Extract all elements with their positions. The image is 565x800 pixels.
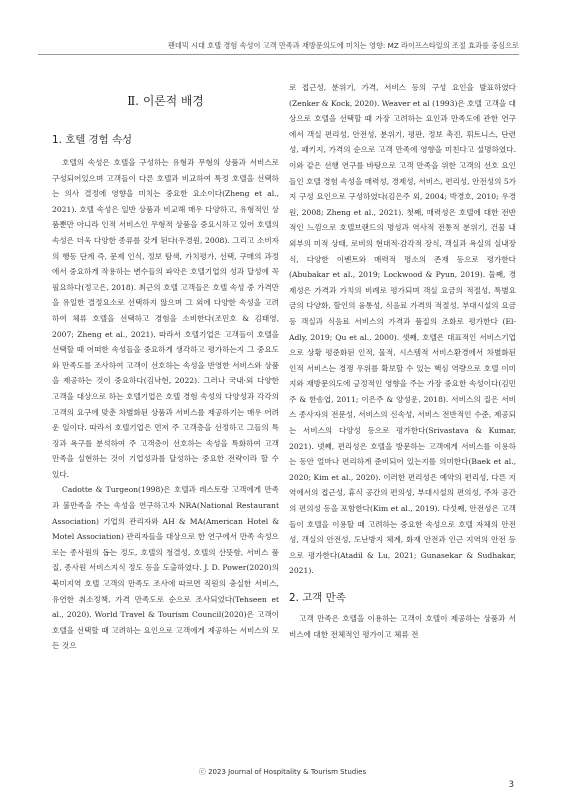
subsection-heading-1 <box>52 132 279 148</box>
body-paragraph: Cadotte & Turgeon(1998)은 호텔과 레스토랑 고객에게 만족과 불만족을 주는 속성을 연구하고자 NRA(National Restaurant Association) 기업의 관리자와 AH & MA(American Hotel & Motel Association) 관리자들을 대상으로 한 연구에서 만족 속성으로는 종사원의 돕는 정도, 호텔의 청결성, 호텔의 산뜻함, 서비스 품질, 종사원 서비스지식 정도 등을 도출하였다. J. D. Power(2020)의 북미지역 호텔 고객의 만족도 조사에 따르면 직원의 충실한 서비스, 유연한 취소정책, 가격 만족도로 순으로 조사되었다(Tehseen et al., 2020). World Travel & Tourism Council(2020)은 고객이 호텔을 선택할 때 고려하는 요인으로 고객에게 제공하는 서비스의 모든 것으 <box>52 485 279 651</box>
body-paragraph: 호텔의 속성은 호텔을 구성하는 유형과 무형의 상품과 서비스로 구성되어있으며 고객들이 다른 호텔과 비교하여 특정 호텔을 선택하는 의사 결정에 영향을 미치는 중요한 요소이다(Zheng et al., 2021). 호텔 속성은 일반 상품과 비교해 매우 다양하고, 유형적인 상품뿐만 아니라 인적 서비스인 무형적 상품을 중요시하고 있어 호텔의 속성은 더욱 다양한 종류를 갖게 된다(우경원, 2008). 그리고 소비자의 행동 단계 즉, 문제 인식, 정보 탐색, 가치평가, 선택, 구매의 과정에서 중요하게 작용하는 변수들의 파악은 호텔기업의 성과 달성에 꼭 필요하다(정고은, 2018). 최근의 호텔 고객들은 호텔 속성 중 가격만을 유일한 결정요소로 선택하지 않으며 그 외에 다양한 속성을 고려하여 체류 호텔을 선택하고 경험을 소비한다(조민호 & 김태영, 2007; Zheng et al., 2021). 따라서 호텔기업은 고객들이 호텔을 선택할 때 어떠한 속성들을 중요하게 생각하고 평가하는지 그 중요도와 만족도를 조사하여 고객이 선호하는 속성을 반영한 서비스와 상품을 제공하는 것이 중요하다(김낙현, 2022). 그러나 국내·외 다양한 고객을 대상으로 하는 호텔기업은 호텔 경험 속성의 다양성과 각각의 고객의 요구에 맞춘 차별화된 상품과 서비스를 제공하기는 매우 어려운 일이다. 따라서 호텔기업은 먼저 주 고객층을 선정하고 그들의 특징과 욕구를 분석하여 주 고객층이 선호하는 속성을 특화하여 고객 만족을 실현하는 것이 기업성과를 달성하는 중요한 전략이라 할 수 있다. <box>52 158 279 479</box>
body-paragraph: 로 접근성, 분위기, 가격, 서비스 등의 구성 요인을 발표하였다(Zenker & Kock, 2020). Weaver et al (1993)은 호텔 고객을 대상으로 호텔을 선택할 때 가장 고려하는 요인과 만족도에 관한 연구에서 객실 편리성, 안전성, 분위기, 평판, 정보 촉진, 휘트니스, 단련성, 패키지, 가격의 순으로 고객 만족에 영향을 미친다고 설명하였다. 이와 같은 선행 연구를 바탕으로 고객 만족을 위한 고객의 선호 요인들인 호텔 경험 속성을 매력성, 경제성, 서비스, 편리성, 안전성의 5가지 구성 요인으로 구성하였다(김은주 외, 2004; 박경호, 2010; 우경원, 2008; Zheng et al., 2021). 첫째, 매력성은 호텔에 대한 전반적인 느낌으로 호텔브랜드의 명성과 역사적 전통적 분위기, 건물 내외부의 미적 상태, 로비의 현대적·감각적 장식, 객실과 욕실의 실내장식, 다양한 이벤트와 매력적 명소의 존재 등으로 평가한다(Abubakar et al., 2019; Lockwood & Pyun, 2019). 둘째, 경제성은 가격과 가치의 비례로 평가되며 객실 요금의 적절성, 특별요금의 다양화, 할인의 융통성, 식음료 가격의 적절성, 부대시설의 요금 등 객실과 식음료 서비스의 가격과 품질의 조화로 평가한다 (El-Adly, 2019; Qu et al., 2000). 셋째, 호텔은 대표적인 서비스기업으로 상황 평준화된 인적, 물적, 시스템적 서비스환경에서 차별화된 인적 서비스는 경쟁 우위를 확보할 수 있는 핵심 역량으로 호텔 이미지와 재방문의도에 긍정적인 영향을 주는 가장 중요한 속성이다(김민주 & 한송엽, 2011; 이은주 & 양성운, 2018). 서비스의 질은 서비스 종사자의 전문성, 서비스의 신속성, 서비스 전반적인 수준, 제공되는 서비스의 다양성 등으로 평가한다(Srivastava & Kumar, 2021). 넷째, 편리성은 호텔을 방문하는 고객에게 서비스를 이용하는 동안 얼마나 편리하게 준비되어 있는지를 의미한다(Baek et al., 2020; Kim et al., 2020). 이러한 편리성은 예약의 편리성, 다른 지역에서의 접근성, 휴식 공간의 편의성, 부대시설의 편의성, 주차 공간의 편의성 등을 포함한다(Kim et al., 2019). 다섯째, 안전성은 고객들이 호텔을 이용할 때 고려하는 중요한 속성으로 호텔 자체의 안전성, 객실의 안전성, 도난방지 체계, 화재 안전과 인근 지역의 안전 등으로 평가한다(Atadil & Lu, 2021; Gunasekar & Sudhakar, 2021). <box>289 83 516 576</box>
left-column <box>52 80 279 654</box>
subsection-title: 호텔 경험 속성 <box>65 134 133 146</box>
section-number: Ⅱ. <box>127 94 140 108</box>
subsection-title: 고객 만족 <box>302 592 346 604</box>
page-number: 3 <box>508 780 514 790</box>
running-header-title: 팬데믹 시대 호텔 경험 속성이 고객 만족과 재방문의도에 미치는 영향: MZ 라이프스타일의 조절 효과를 중심으로 <box>167 41 519 50</box>
body-paragraph: 고객 만족은 호텔을 이용하는 고객이 호텔이 제공하는 상품과 서비스에 대한 전체적인 평가이고 체류 전 <box>289 614 516 639</box>
right-column <box>289 80 516 642</box>
section-heading <box>52 93 279 109</box>
subsection-heading-2 <box>289 590 516 606</box>
header-rule <box>38 54 519 55</box>
subsection-number: 1. <box>52 134 62 146</box>
subsection-number: 2. <box>289 592 299 604</box>
footer-copyright: ⓒ 2023 Journal of Hospitality & Tourism Studies <box>198 768 367 776</box>
section-title: 이론적 배경 <box>143 94 204 108</box>
